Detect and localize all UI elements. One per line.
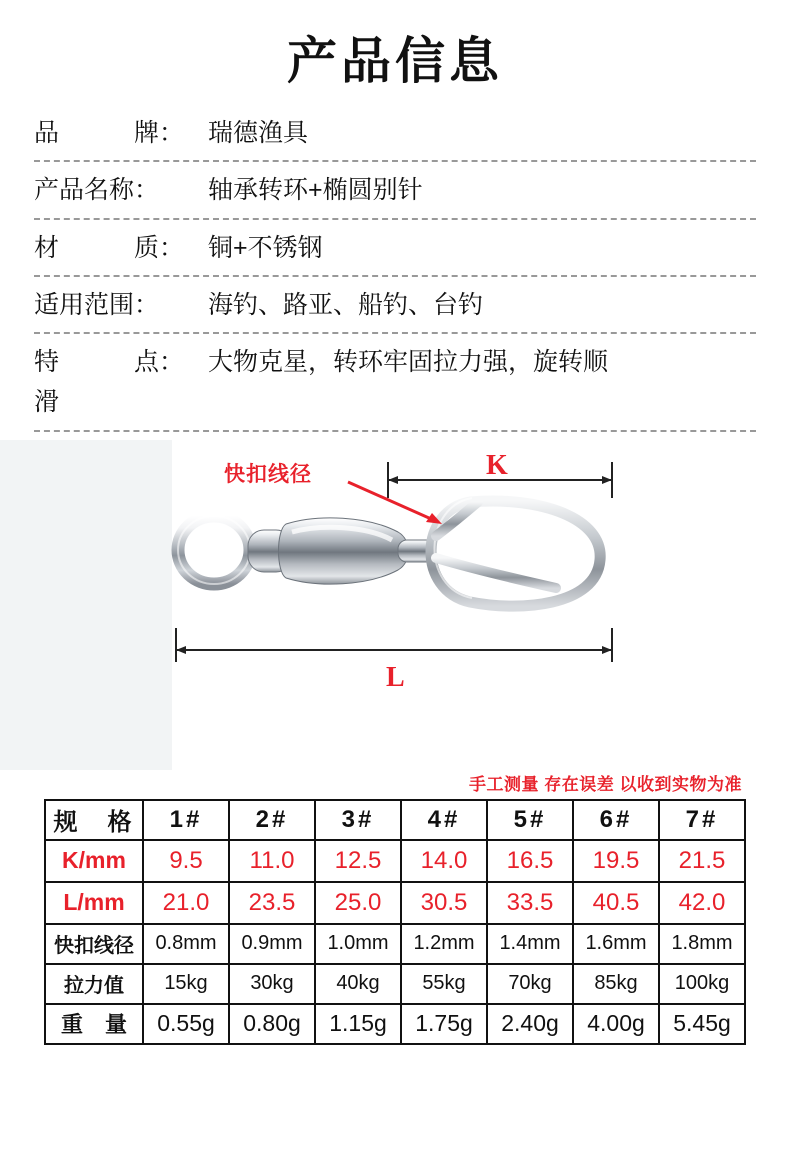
table-header-cell: 5# <box>487 800 573 840</box>
table-cell: 0.55g <box>143 1004 229 1044</box>
info-value-scope: 海钓、路亚、船钓、台钓 <box>208 290 484 319</box>
table-cell: 0.8mm <box>143 924 229 964</box>
table-cell: 42.0 <box>659 882 745 924</box>
table-cell: 55kg <box>401 964 487 1004</box>
info-row-features <box>34 334 756 380</box>
split-ring <box>178 516 250 584</box>
table-row-label: 重 量 <box>45 1004 143 1044</box>
table-header-cell: 6# <box>573 800 659 840</box>
dimension-label-l: L <box>386 661 405 693</box>
table-cell: 100kg <box>659 964 745 1004</box>
info-row-features-continuation <box>34 380 756 431</box>
table-row-label: 快扣线径 <box>45 924 143 964</box>
table-row <box>45 1004 745 1044</box>
table-row <box>45 964 745 1004</box>
table-header-cell: 4# <box>401 800 487 840</box>
table-cell: 1.6mm <box>573 924 659 964</box>
info-label-product-name: 产品名称： <box>34 176 160 205</box>
table-cell: 11.0 <box>229 840 315 882</box>
swivel-snap-diagram <box>0 440 790 770</box>
table-cell: 40kg <box>315 964 401 1004</box>
table-cell: 15kg <box>143 964 229 1004</box>
table-cell: 0.9mm <box>229 924 315 964</box>
table-cell: 30kg <box>229 964 315 1004</box>
info-label-brand: 品 牌： <box>34 119 185 147</box>
table-cell: 33.5 <box>487 882 573 924</box>
table-cell: 1.4mm <box>487 924 573 964</box>
callout-label-snap-wire-diameter: 快扣线径 <box>224 462 312 486</box>
l-dimension-line <box>176 628 612 662</box>
table-row-label: 拉力值 <box>45 964 143 1004</box>
table-cell: 1.15g <box>315 1004 401 1044</box>
info-value-material: 铜+不锈钢 <box>208 233 323 262</box>
info-label-scope: 适用范围： <box>34 290 160 319</box>
table-header-cell: 3# <box>315 800 401 840</box>
table-row <box>45 924 745 964</box>
table-cell: 19.5 <box>573 840 659 882</box>
table-cell: 1.2mm <box>401 924 487 964</box>
info-label-features: 特 点： <box>34 348 185 376</box>
spec-table <box>44 799 746 1045</box>
table-cell: 25.0 <box>315 882 401 924</box>
info-value-features: 大物克星，转环牢固拉力强，旋转顺 <box>208 348 609 376</box>
table-cell: 21.0 <box>143 882 229 924</box>
table-cell: 5.45g <box>659 1004 745 1044</box>
table-row <box>45 882 745 924</box>
table-header-cell: 1# <box>143 800 229 840</box>
table-cell: 1.0mm <box>315 924 401 964</box>
table-cell: 12.5 <box>315 840 401 882</box>
dimension-label-k: K <box>486 449 508 481</box>
table-cell: 85kg <box>573 964 659 1004</box>
info-value-features-continuation: 滑 <box>34 388 60 417</box>
table-cell: 70kg <box>487 964 573 1004</box>
table-header-cell: 2# <box>229 800 315 840</box>
table-cell: 1.8mm <box>659 924 745 964</box>
swivel-barrel <box>279 517 409 583</box>
spec-table-wrap <box>0 799 790 1045</box>
table-cell: 4.00g <box>573 1004 659 1044</box>
table-cell: 0.80g <box>229 1004 315 1044</box>
callout-arrow <box>348 482 442 524</box>
table-cell: 23.5 <box>229 882 315 924</box>
table-row <box>45 840 745 882</box>
table-cell: 2.40g <box>487 1004 573 1044</box>
info-row-product-name <box>34 162 756 219</box>
table-cell: 30.5 <box>401 882 487 924</box>
info-row-scope <box>34 277 756 334</box>
info-value-brand: 瑞德渔具 <box>208 119 309 147</box>
table-header-cell: 规 格 <box>45 800 143 840</box>
page-title: 产品信息 <box>287 33 503 89</box>
measurement-note: 手工测量 存在误差 以收到实物为准 <box>469 774 742 794</box>
info-label-material: 材 质： <box>34 233 185 262</box>
table-cell: 9.5 <box>143 840 229 882</box>
table-header-row <box>45 800 745 840</box>
info-value-product-name: 轴承转环+椭圆别针 <box>208 176 423 205</box>
product-info-list <box>0 99 790 432</box>
table-row-label: L/mm <box>45 882 143 924</box>
info-row-material <box>34 220 756 277</box>
table-header-cell: 7# <box>659 800 745 840</box>
table-cell: 16.5 <box>487 840 573 882</box>
table-cell: 21.5 <box>659 840 745 882</box>
table-row-label: K/mm <box>45 840 143 882</box>
table-cell: 40.5 <box>573 882 659 924</box>
table-cell: 14.0 <box>401 840 487 882</box>
table-cell: 1.75g <box>401 1004 487 1044</box>
info-row-brand <box>34 105 756 162</box>
product-illustration <box>0 440 790 770</box>
snap-hook-arm <box>436 502 556 588</box>
